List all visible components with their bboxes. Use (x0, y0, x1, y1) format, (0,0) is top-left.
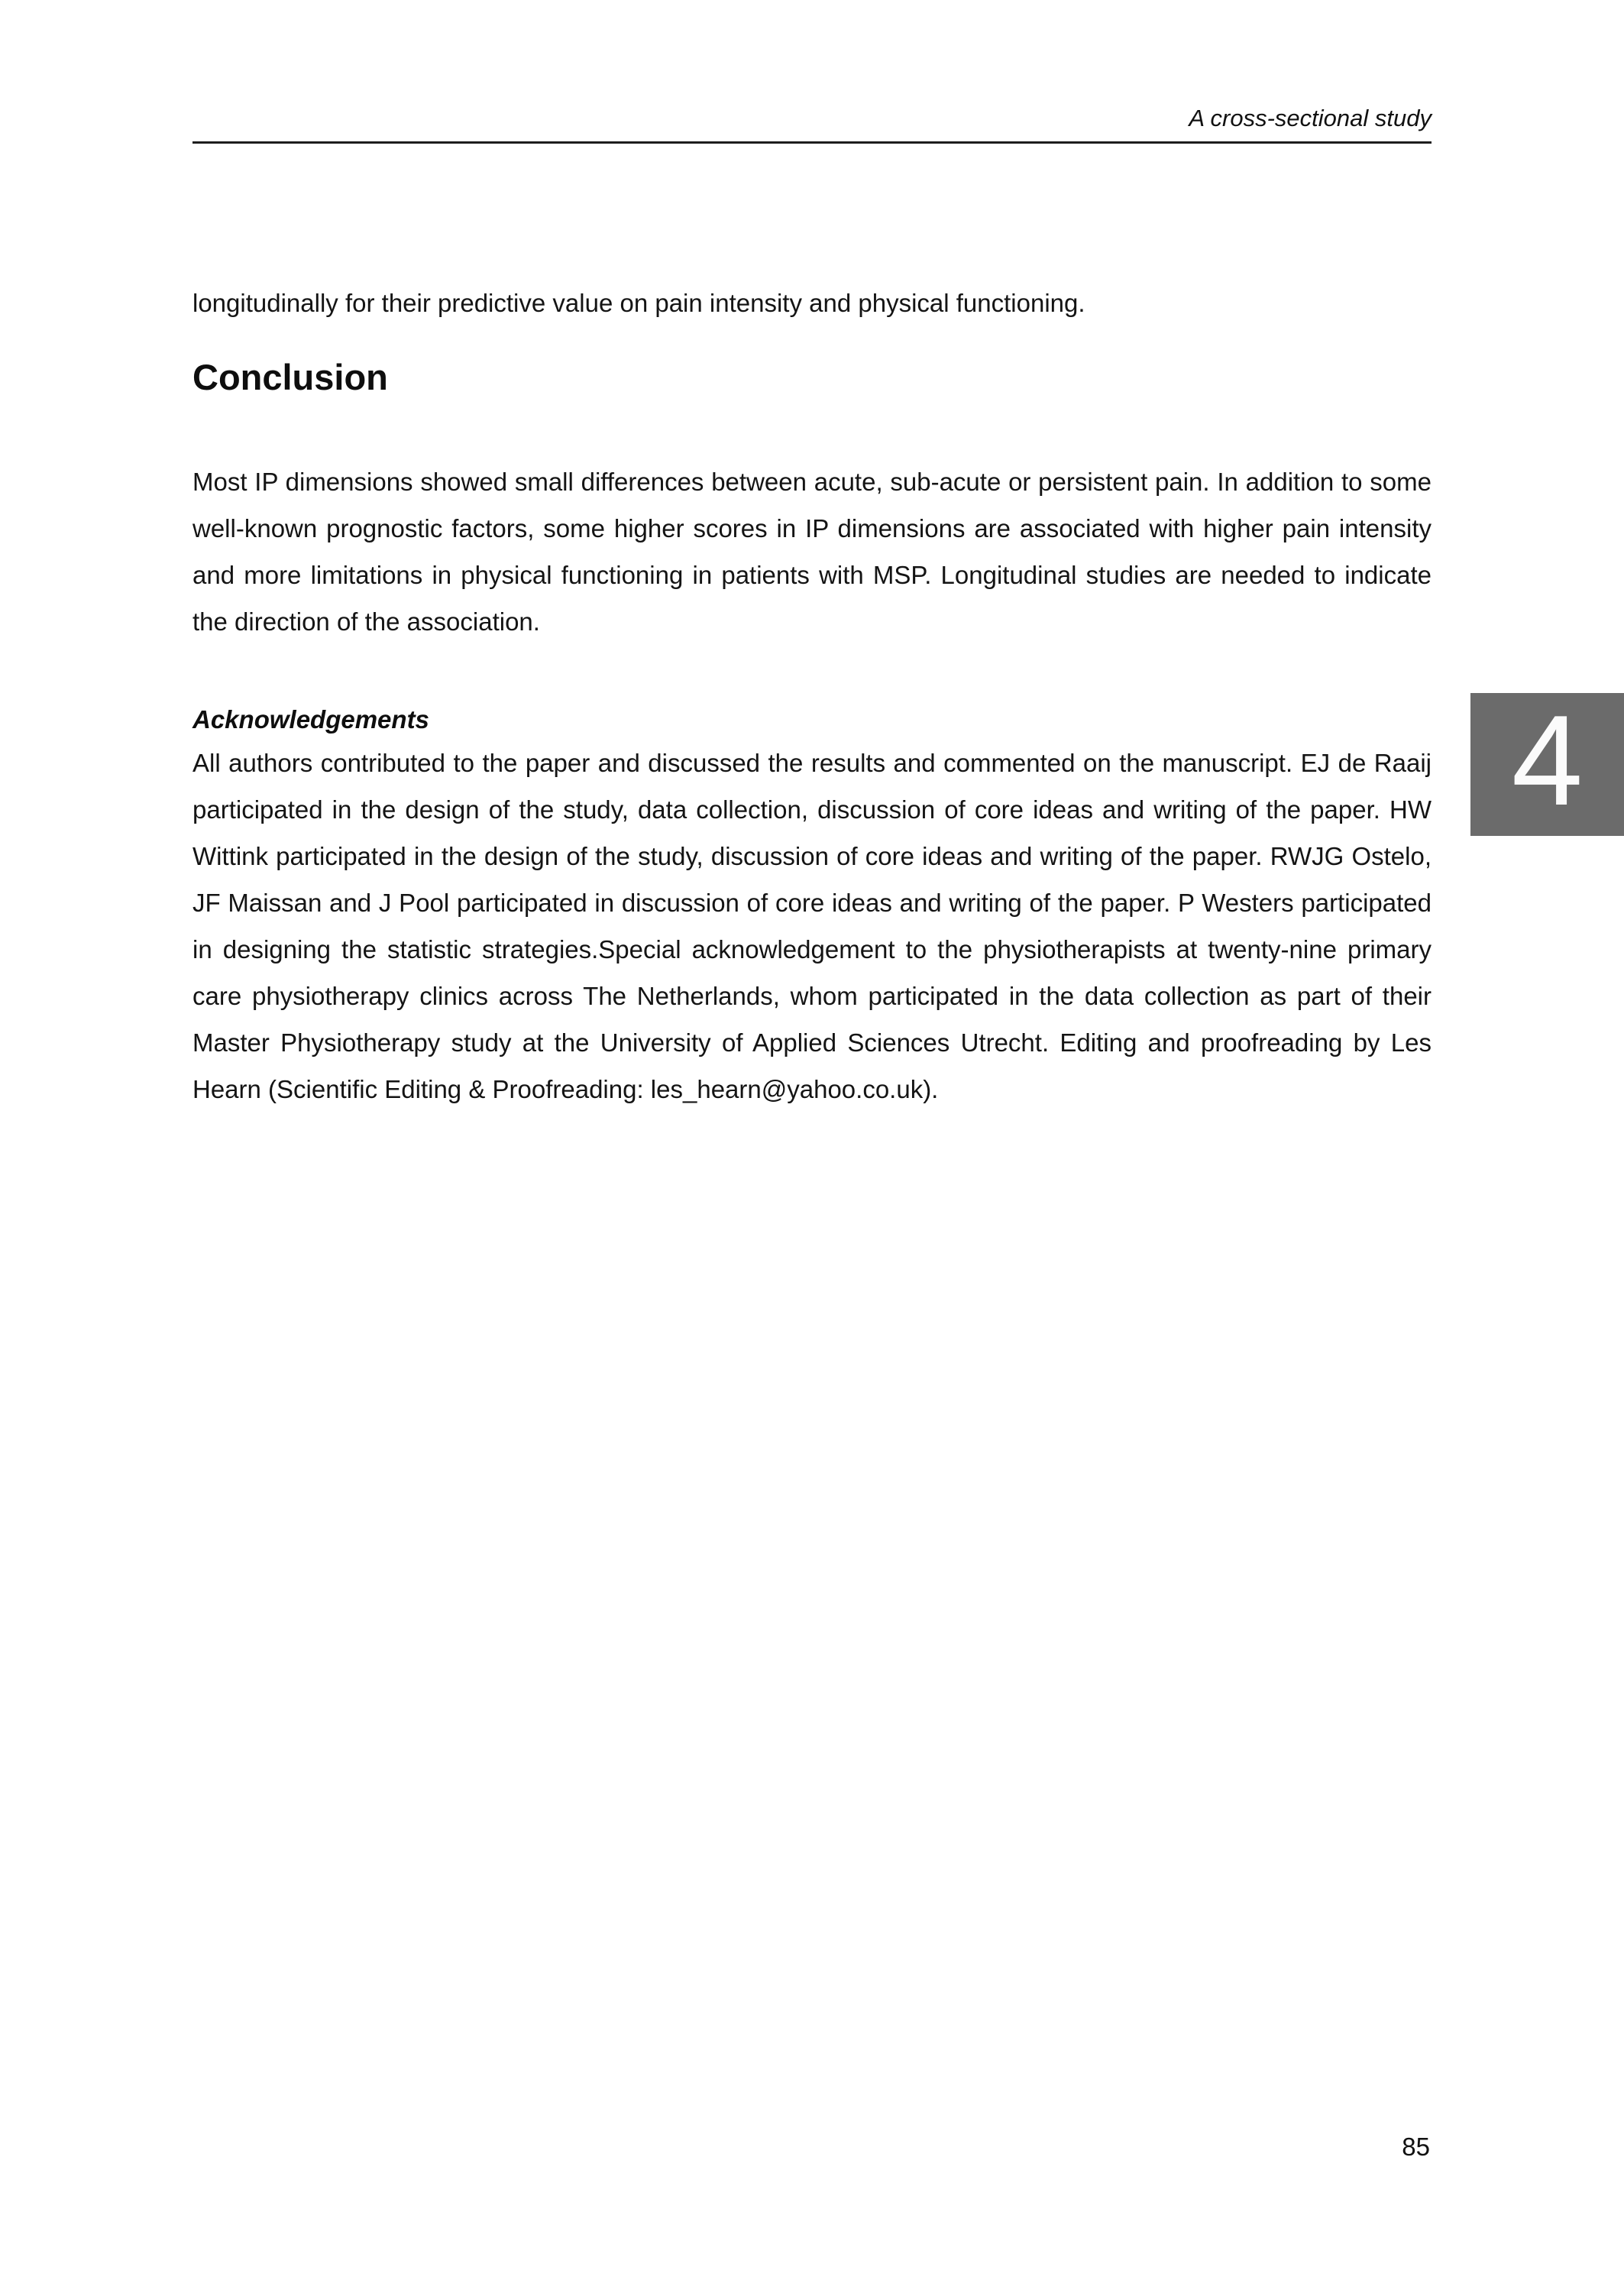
running-header (192, 104, 1432, 133)
acknowledgements-heading: Acknowledgements (192, 705, 429, 734)
conclusion-heading: Conclusion (192, 357, 388, 397)
intro-paragraph: longitudinally for their predictive value on pain intensity and physical functioning. (192, 289, 1085, 317)
running-title: A cross-sectional study (1189, 105, 1432, 131)
page-number: 85 (1402, 2133, 1430, 2161)
chapter-number: 4 (1511, 688, 1584, 832)
conclusion-paragraph: Most IP dimensions showed small differences between acute, sub-acute or persistent pain. In addition to some well-known prognostic factors, some higher scores in IP dimensions are associated with higher pain intensity and more limitations in physical functioning in patients with MSP. Longitudinal studies are needed to indicate the direction of the association. (192, 468, 1432, 636)
chapter-tab (1470, 688, 1624, 836)
header-rule (192, 141, 1432, 144)
acknowledgements-paragraph: All authors contributed to the paper and discussed the results and commented on the manuscript. EJ de Raaij participated in the design of the study, data collection, discussion of core ideas and writing of the paper. HW Wittink participated in the design of the study, discussion of core ideas and writing of the paper. RWJG Ostelo, JF Maissan and J Pool participated in discussion of core ideas and writing of the paper. P Westers participated in designing the statistic strategies.Special acknowledgement to the physiotherapists at twenty-nine primary care physiotherapy clinics across The Netherlands, whom participated in the data collection as part of their Master Physiotherapy study at the University of Applied Sciences Utrecht. Editing and proofreading by Les Hearn (Scientific Editing & Proofreading: les_hearn@yahoo.co.uk). (192, 749, 1432, 1103)
